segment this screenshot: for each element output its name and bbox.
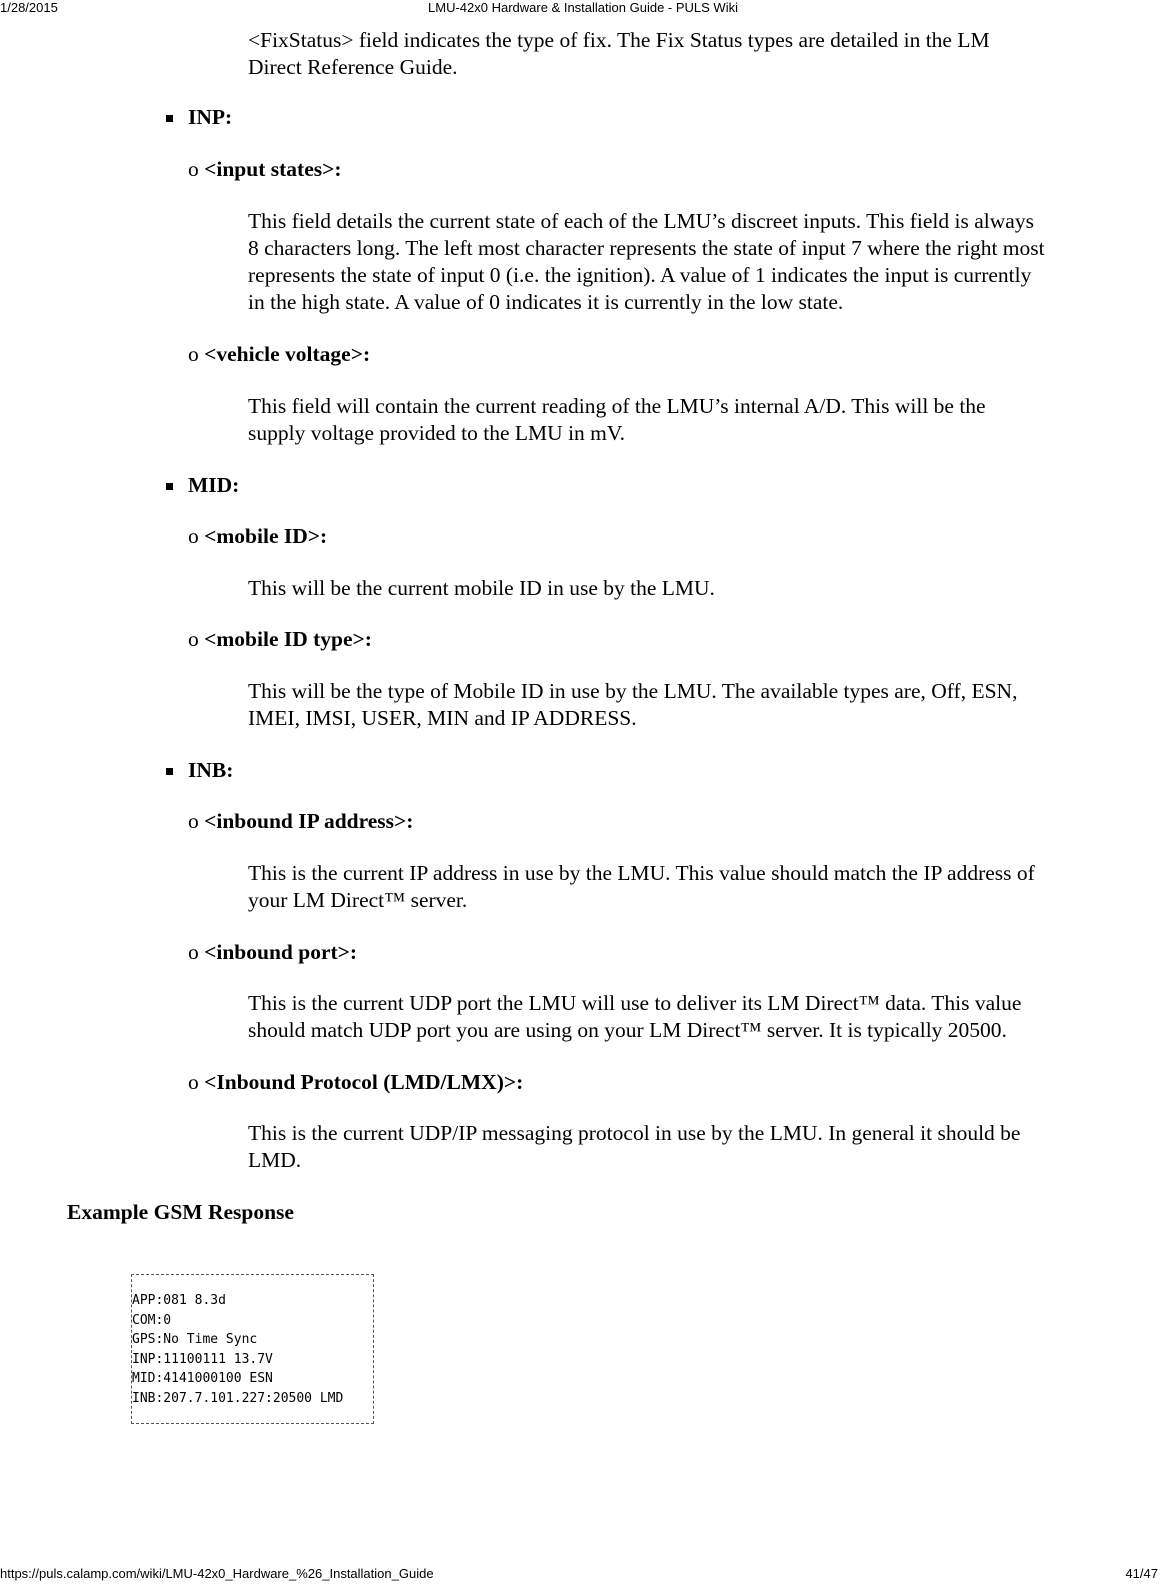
field-text: This will be the type of Mobile ID in use by the LMU. The available types are, Off, ESN, [248,679,1018,703]
code-line: GPS:No Time Sync [132,1332,258,1347]
code-line: INP:11100111 13.7V [132,1351,273,1367]
bullet-icon [166,768,173,775]
print-url: https://puls.calamp.com/wiki/LMU-42x0_Hardware_%26_Installation_Guide [0,1566,434,1581]
code-line: MID:4141000100 ESN [132,1371,273,1386]
field-label-mobile-id: o <mobile ID>: [188,524,328,548]
field-text: This field will contain the current reading of the LMU’s internal A/D. This will be the [248,394,986,418]
example-heading: Example GSM Response [67,1200,294,1224]
code-block [131,1274,374,1424]
print-date: 1/28/2015 [0,0,58,15]
field-text: This is the current UDP port the LMU will use to deliver its LM Direct™ data. This value [248,991,1022,1015]
code-line: INB:207.7.101.227:20500 LMD [132,1390,344,1406]
field-text: supply voltage provided to the LMU in mV. [248,421,626,445]
field-text: represents the state of input 0 (i.e. the ignition). A value of 1 indicates the input is currently [248,263,1032,287]
code-line: APP:081 8.3d [132,1293,226,1308]
bullet-icon [166,115,173,122]
section-title-inp: INP: [188,105,233,129]
field-text: your LM Direct™ server. [248,888,468,912]
section-title-inb: INB: [188,758,234,782]
field-text: This is the current UDP/IP messaging protocol in use by the LMU. In general it should be [248,1121,1021,1145]
print-header [0,0,1166,18]
field-label-mobile-id-type: o <mobile ID type>: [188,627,372,651]
field-label-inbound-port: o <inbound port>: [188,940,358,964]
field-label-input-states: o <input states>: [188,157,342,181]
intro-line-2: Direct Reference Guide. [248,55,458,79]
section-title-mid: MID: [188,473,240,497]
bullet-icon [166,483,173,490]
page-number: 41/47 [1125,1566,1158,1581]
field-text: This is the current IP address in use by the LMU. This value should match the IP address of [248,861,1035,885]
field-text: should match UDP port you are using on your LM Direct™ server. It is typically 20500. [248,1018,1007,1042]
intro-line-1: <FixStatus> field indicates the type of fix. The Fix Status types are detailed in the LM [248,28,990,52]
field-text: in the high state. A value of 0 indicates it is currently in the low state. [248,290,844,314]
field-text: 8 characters long. The left most character represents the state of input 7 where the right most [248,236,1045,260]
field-label-inbound-protocol: o <Inbound Protocol (LMD/LMX)>: [188,1070,524,1094]
field-label-vehicle-voltage: o <vehicle voltage>: [188,342,371,366]
code-line: COM:0 [132,1312,172,1328]
field-text: IMEI, IMSI, USER, MIN and IP ADDRESS. [248,706,637,730]
print-title: LMU-42x0 Hardware & Installation Guide - PULS Wiki [428,0,738,15]
field-text: This field details the current state of each of the LMU’s discreet inputs. This field is always [248,209,1034,233]
field-text: LMD. [248,1148,302,1172]
field-text: This will be the current mobile ID in use by the LMU. [248,576,715,600]
field-label-inbound-ip: o <inbound IP address>: [188,809,414,833]
print-footer [0,1566,1166,1584]
